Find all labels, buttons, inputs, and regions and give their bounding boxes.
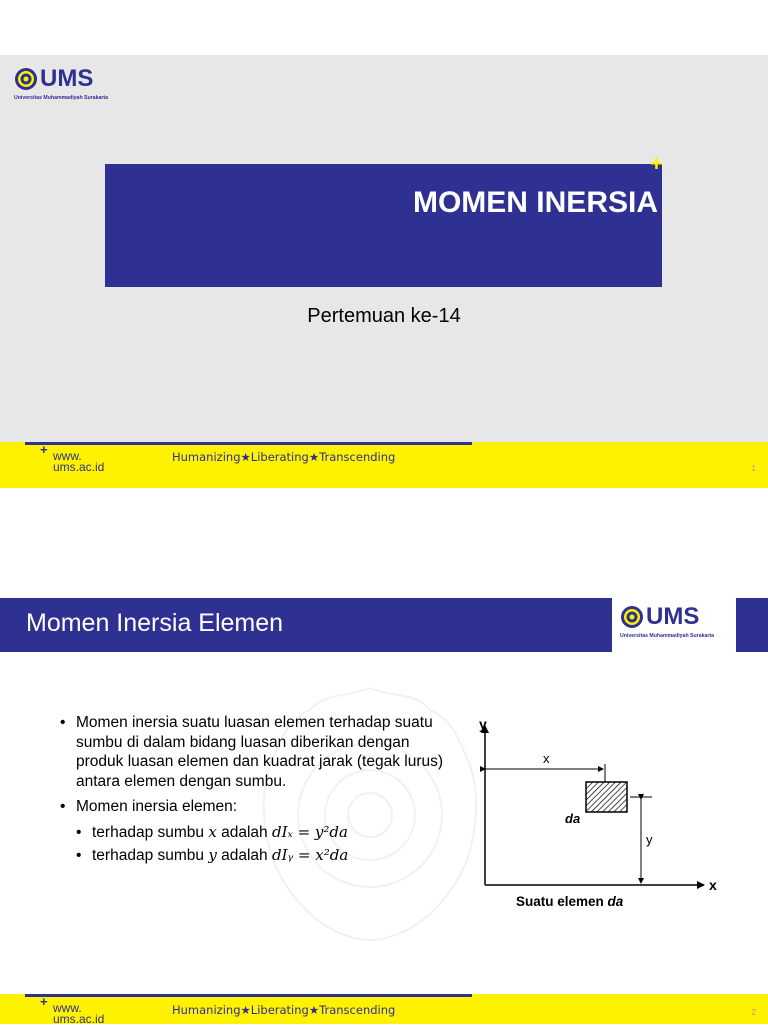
- sub-bullet-x-equation: dIₓ = y²da: [271, 822, 348, 841]
- slide-subtitle: Pertemuan ke-14: [307, 305, 461, 327]
- slide-title: MOMEN INERSIA: [412, 186, 658, 219]
- slide-2-title: Momen Inersia Elemen: [26, 609, 284, 637]
- diagram-caption: [516, 894, 624, 909]
- sub-bullet-y-prefix: terhadap sumbu: [92, 847, 209, 864]
- footer-plus: +: [40, 994, 48, 1009]
- logo-subtitle: Universitas Muhammadiyah Surakarta: [620, 633, 714, 639]
- page-number: 1: [751, 464, 756, 473]
- sub-bullet-y: [58, 846, 453, 866]
- footer-plus: +: [40, 442, 48, 457]
- footer-tagline: Humanizing★Liberating★Transcending: [172, 450, 396, 464]
- slide-2-footer: [0, 994, 768, 1024]
- element-diagram: [470, 712, 730, 917]
- sub-bullet-x: [58, 823, 453, 843]
- sub-bullet-y-var: y: [208, 846, 217, 864]
- slide-footer: [0, 442, 768, 488]
- page-number: 2: [751, 1008, 756, 1017]
- sub-bullet-y-mid: adalah: [216, 847, 272, 864]
- area-element: [586, 782, 627, 812]
- sub-bullet-x-mid: adalah: [216, 823, 272, 841]
- plus-decoration: +: [650, 151, 663, 176]
- footer-url[interactable]: [53, 451, 104, 473]
- x-axis-label: x: [709, 877, 717, 893]
- footer-url-line1: www.: [53, 1001, 82, 1015]
- logo-wordmark: UMS: [40, 65, 94, 92]
- footer-url-line2: ums.ac.id: [53, 460, 105, 474]
- y-axis-label: y: [479, 716, 487, 732]
- title-banner: [105, 164, 662, 287]
- y-distance-label: y: [646, 832, 653, 847]
- bullet-element-inertia: • Momen inersia elemen:: [58, 797, 453, 817]
- ums-logo: [620, 605, 732, 645]
- footer-divider: [25, 994, 472, 997]
- ums-logo: [14, 67, 124, 107]
- caption-prefix: Suatu elemen: [516, 894, 608, 909]
- x-distance-label: x: [543, 751, 550, 766]
- header-logo-box: [612, 598, 736, 652]
- footer-tagline: Humanizing★Liberating★Transcending: [172, 1003, 396, 1017]
- sub-bullet-x-prefix: terhadap sumbu: [92, 823, 209, 841]
- footer-url-line1: www.: [53, 449, 82, 463]
- slide-1: [0, 55, 768, 488]
- logo-subtitle: Universitas Muhammadiyah Surakarta: [14, 95, 108, 101]
- sub-bullet-x-var: x: [208, 822, 217, 841]
- footer-url-line2: ums.ac.id: [53, 1012, 105, 1026]
- element-label: da: [565, 811, 581, 826]
- footer-divider: [25, 442, 472, 445]
- bullet-definition: • Momen inersia suatu luasan elemen terhadap suatu sumbu di dalam bidang luasan diberikan dengan produk luasan elemen dan kuadrat jarak (tegak lurus) antara elemen dengan sumbu.: [58, 713, 453, 791]
- caption-var: da: [607, 894, 624, 909]
- sub-bullet-y-equation: dIᵧ = x²da: [271, 846, 349, 864]
- logo-wordmark: UMS: [646, 603, 700, 630]
- ums-seal-icon: [14, 67, 38, 91]
- ums-seal-icon: [620, 605, 644, 629]
- footer-url[interactable]: [53, 1003, 104, 1025]
- bullet-list: [58, 713, 453, 870]
